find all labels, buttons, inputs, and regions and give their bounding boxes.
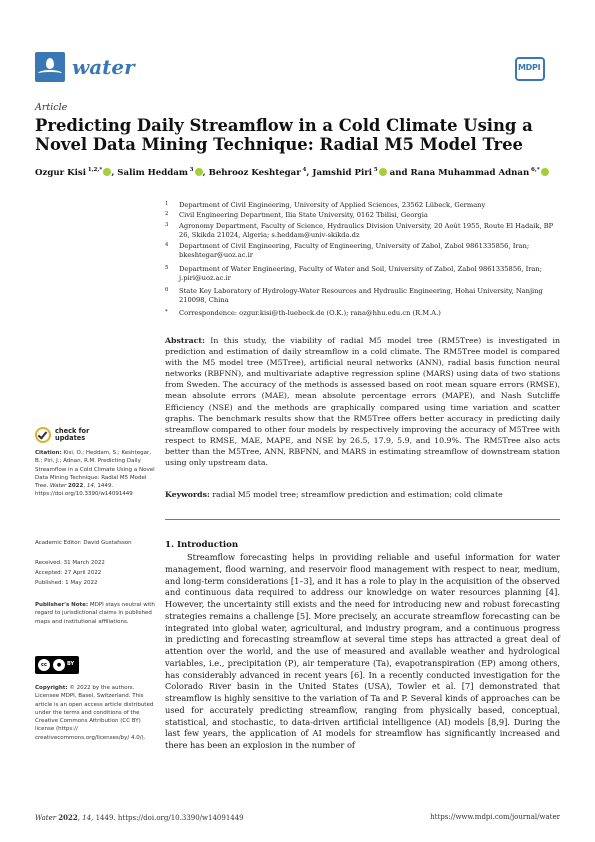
citation-label: Citation: (35, 450, 62, 456)
received-date: Received: 31 March 2022 (35, 560, 105, 566)
author-name: Salim Heddam (117, 167, 188, 178)
author-affil-sup: 3 (189, 167, 194, 173)
keywords-label: Keywords: (165, 490, 210, 499)
affiliation: 3 Agronomy Department, Faculty of Science, Hydraulics Division University, 20 Août 1955, Route El Hadaik, BP 26, Skikda 21024, Algeria; s.heddam@univ-skikda.dz (165, 222, 554, 239)
citation: Citation: Kisi, O.; Heddam, S.; Keshtegar, B.; Piri, J.; Adnan, R.M. Predicting Daily Streamflow in a Cold Climate Using a Novel Data Mining Technique: Radial M5 Model Tree. Water 2022, 14, 1449. https://doi.org/10.3390/w14091449 (35, 450, 155, 498)
author-affil-sup: 6,* (530, 167, 540, 173)
check-updates-icon[interactable] (35, 427, 51, 443)
keywords-text: radial M5 model tree; streamflow prediction and estimation; cold climate (212, 490, 503, 499)
introduction-text: Streamflow forecasting helps in providing reliable and useful information for water management, flood warning, and reservoir flood management with respect to near, medium, and long-term considerations [1–3], and it has a role to play in the acquisition of the observed and continuous data required to address our knowledge on water resources planning [4]. However, the uncertainty still exists and the need for introducing new and robust forecasting strategies remains a challenge [5]. More precisely, an accurate streamflow forecasting can be integrated into global water, agricultural, and industry program, and a continuous progress in predicting and forecasting streamflow at several time steps has attracted a great deal of attention over the world, and the use of measured and available weather and hydrological variables, i.e., precipitation (P), air temperature (Ta), evapotranspiration (EP) among others, has considerably advanced in recent years [6]. In a recently conducted investigation for the Colorado River basin in the United States (USA), Towler et al. [7] demonstrated that streamflow is highly sensitive to the variation of Ta and P. Several kinds of approaches can be used for accurately predicting streamflow, ranging from physically based, conceptual, statistical, and stochastic, to data-driven artificial intelligence (AI) models [8,9]. During the last few years, the application of AI models for streamflow has significantly increased and there has been an explosion in the number of (165, 552, 560, 750)
copyright-label: Copyright: (35, 685, 68, 691)
water-drop-icon (46, 58, 54, 69)
publisher-note: Publisher's Note: MDPI stays neutral with regard to jurisdictional claims in published maps and institutional affiliations. (35, 602, 155, 625)
person-icon: ● (53, 659, 65, 671)
abstract (165, 335, 560, 468)
cc-by-license-icon[interactable]: cc ● BY (35, 656, 79, 674)
article-type: Article (35, 102, 68, 113)
correspondence: * Correspondence: ozgur.kisi@th-luebeck.de (O.K.); rana@hhu.edu.cn (R.M.A.) (165, 309, 441, 317)
academic-editor: Academic Editor: David Gustafsson (35, 540, 132, 546)
affiliation: 1 Department of Civil Engineering, University of Applied Sciences, 23562 Lübeck, Germany (165, 201, 486, 209)
published-date: Published: 1 May 2022 (35, 580, 98, 586)
journal-url-link[interactable]: https://www.mdpi.com/journal/water (430, 813, 560, 821)
mdpi-logo-icon: MDPI (515, 57, 545, 81)
orcid-icon[interactable] (541, 168, 549, 176)
journal-logo-icon (35, 52, 65, 82)
affiliation: 2 Civil Engineering Department, Ilia State University, 0162 Tbilisi, Georgia (165, 211, 428, 219)
abstract-label: Abstract: (165, 336, 205, 345)
paper-title: Predicting Daily Streamflow in a Cold Climate Using a Novel Data Mining Technique: Radial M5 Model Tree (35, 116, 533, 154)
abstract-text: In this study, the viability of radial M5 model tree (RM5Tree) is investigated in prediction and estimation of daily streamflow in a cold climate. The RM5Tree model is compared with the M5 model tree (M5Tree), artificial neural networks (ANN), radial basis function neural networks (RBFNN), and multivariate adaptive regression spline (MARS) using data of two stations from Sweden. The accuracy of the methods is assessed based on root mean square errors (RMSE), mean absolute errors (MAE), mean absolute percentage errors (MAPE), and Nash Sutcliffe Efficiency (NSE) and the methods are graphically compared using time variation and scatter graphs. The benchmark results show that the RM5Tree offers better accuracy in predicting daily streamflow compared to other four models by respectively improving the accuracy of M5Tree with respect to RMSE, MAE, MAPE, and NSE by 26.5, 17.9, 5.9, and 10.9%. The RM5Tree also acts better than the M5Tree, ANN, RBFNN, and MARS in estimating streamflow of downstream station using only upstream data. (165, 336, 560, 468)
keywords (165, 489, 560, 500)
author-list: Ozgur Kisi $^{1,2,*}$ , Salim Heddam $^3$ , Behrooz Keshtegar $^4$, Jamshid Piri $^5$ and Rana Muhammad Adnan $^{6,*}$ (35, 167, 565, 178)
citation-doi-link[interactable]: , 1449. https://doi.org/10.3390/w14091449 (35, 483, 133, 498)
section-heading: 1. Introduction (165, 540, 239, 550)
check-updates-button[interactable]: check for updates (55, 427, 90, 442)
footer-doi-link[interactable]: , 1449. https://doi.org/10.3390/w14091449 (91, 814, 244, 822)
publisher-note-label: Publisher's Note: (35, 602, 89, 608)
copyright: Copyright: © 2022 by the authors. Licensee MDPI, Basel, Switzerland. This article is an open access article distributed under the terms and conditions of the Creative Commons Attribution (CC BY) license (https:// creativecommons.org/licenses/by/ 4.0/). (35, 685, 154, 741)
page-footer: Water 2022, 14, 1449. https://doi.org/10.3390/w14091449 https://www.mdpi.com/journal/water (35, 813, 560, 822)
affiliation: 4 Department of Civil Engineering, Faculty of Engineering, University of Zabol, Zabol 9861335856, Iran; bkeshtegar@uoz.ac.ir (165, 242, 530, 259)
journal-name: water (72, 55, 135, 79)
author-name: Behrooz Keshtegar (208, 167, 301, 178)
author-name: Jamshid Piri (312, 167, 373, 178)
author-name: Ozgur Kisi (35, 167, 86, 178)
divider (165, 519, 560, 520)
orcid-icon[interactable] (195, 168, 203, 176)
author-affil-sup: 4 (302, 167, 307, 173)
author-name: Rana Muhammad Adnan (410, 167, 530, 178)
wave-icon (38, 70, 62, 77)
accepted-date: Accepted: 27 April 2022 (35, 570, 102, 576)
affiliation: 5 Department of Water Engineering, Faculty of Water and Soil, University of Zabol, Zabol 9861335856, Iran; j.piri@uoz.ac.ir (165, 265, 542, 282)
author-affil-sup: 5 (373, 167, 378, 173)
affiliation: 6 State Key Laboratory of Hydrology-Water Resources and Hydraulic Engineering, Hohai University, Nanjing 210098, China (165, 287, 543, 304)
orcid-icon[interactable] (379, 168, 387, 176)
author-affil-sup: 1,2,* (87, 167, 103, 173)
